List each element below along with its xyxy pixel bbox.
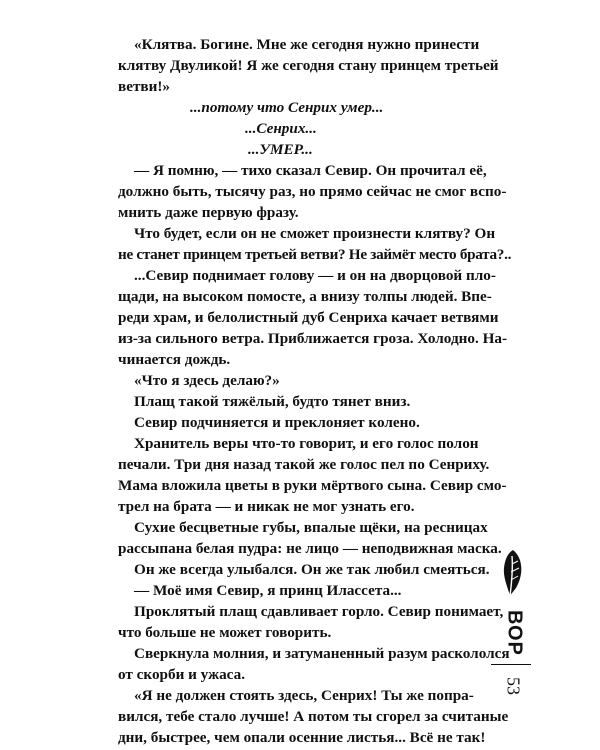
header-divider	[491, 664, 531, 665]
text-line: Сухие бесцветные губы, впалые щёки, на ресницах	[134, 519, 488, 536]
text-line: «Я не должен стоять здесь, Сенрих! Ты же попра-	[134, 687, 474, 704]
text-line: ...Сенрих...	[245, 120, 317, 137]
text-line: трел на брата — и никак не мог узнать его.	[118, 498, 415, 515]
text-line: что больше не может говорить.	[118, 624, 332, 641]
body-text	[118, 34, 512, 748]
text-line: дни, быстрее, чем опали осенние листья... Всё не так!	[118, 729, 486, 746]
text-line: Мама вложила цветы в руки мёртвого сына. Севир смо-	[118, 477, 507, 494]
text-line: щади, на высоком помосте, а внизу толпы людей. Впе-	[118, 288, 492, 305]
text-line: должно быть, тысячу раз, но прямо сейчас не смог вспо-	[118, 183, 507, 200]
text-line: вился, тебе стало лучше! А потом ты сгорел за считаные	[118, 708, 509, 725]
text-line: не станет принцем третьей ветви? Не займёт место брата?..	[118, 246, 512, 263]
text-line: Проклятый плащ сдавливает горло. Севир понимает,	[134, 603, 504, 620]
text-line: из-за сильного ветра. Приближается гроза. Холодно. На-	[118, 330, 508, 347]
text-line: Он же всегда улыбался. Он же так любил смеяться.	[134, 561, 490, 578]
text-line: Плащ такой тяжёлый, будто тянет вниз.	[134, 393, 411, 410]
text-line: клятву Двуликой! Я же сегодня стану принцем третьей	[118, 57, 499, 74]
page-number: 53	[503, 677, 524, 695]
text-line: ветви!»	[118, 78, 171, 95]
text-line: чинается дождь.	[118, 351, 231, 368]
text-line: Сверкнула молния, и затуманенный разум раскололся	[134, 645, 510, 662]
text-line: Что будет, если он не сможет произнести клятву? Он	[134, 225, 496, 242]
text-line: ...Севир поднимает голову — и он на дворцовой пло-	[134, 267, 496, 284]
text-line: «Клятва. Богине. Мне же сегодня нужно принести	[134, 36, 480, 53]
text-line: Севир подчиняется и преклоняет колено.	[134, 414, 420, 431]
text-line: печали. Три дня назад такой же голос пел по Сенриху.	[118, 456, 490, 473]
text-line: — Моё имя Севир, я принц Илассета...	[134, 582, 402, 599]
text-line: ...УМЕР...	[248, 141, 313, 158]
text-line: реди храм, и белолистный дуб Сенриха качает ветвями	[118, 309, 499, 326]
margin-header	[489, 548, 539, 708]
feather-icon	[499, 548, 527, 598]
text-line: от скорби и ужаса.	[118, 666, 245, 683]
section-title: ВОР	[503, 610, 526, 656]
text-line: Хранитель веры что-то говорит, и его голос полон	[134, 435, 479, 452]
text-line: «Что я здесь делаю?»	[134, 372, 280, 389]
text-line: ...потому что Сенрих умер...	[190, 99, 384, 116]
text-line: мнить даже первую фразу.	[118, 204, 299, 221]
text-line: — Я помню, — тихо сказал Севир. Он прочитал её,	[134, 162, 487, 179]
text-line: рассыпана белая пудра: не лицо — неподвижная маска.	[118, 540, 502, 557]
